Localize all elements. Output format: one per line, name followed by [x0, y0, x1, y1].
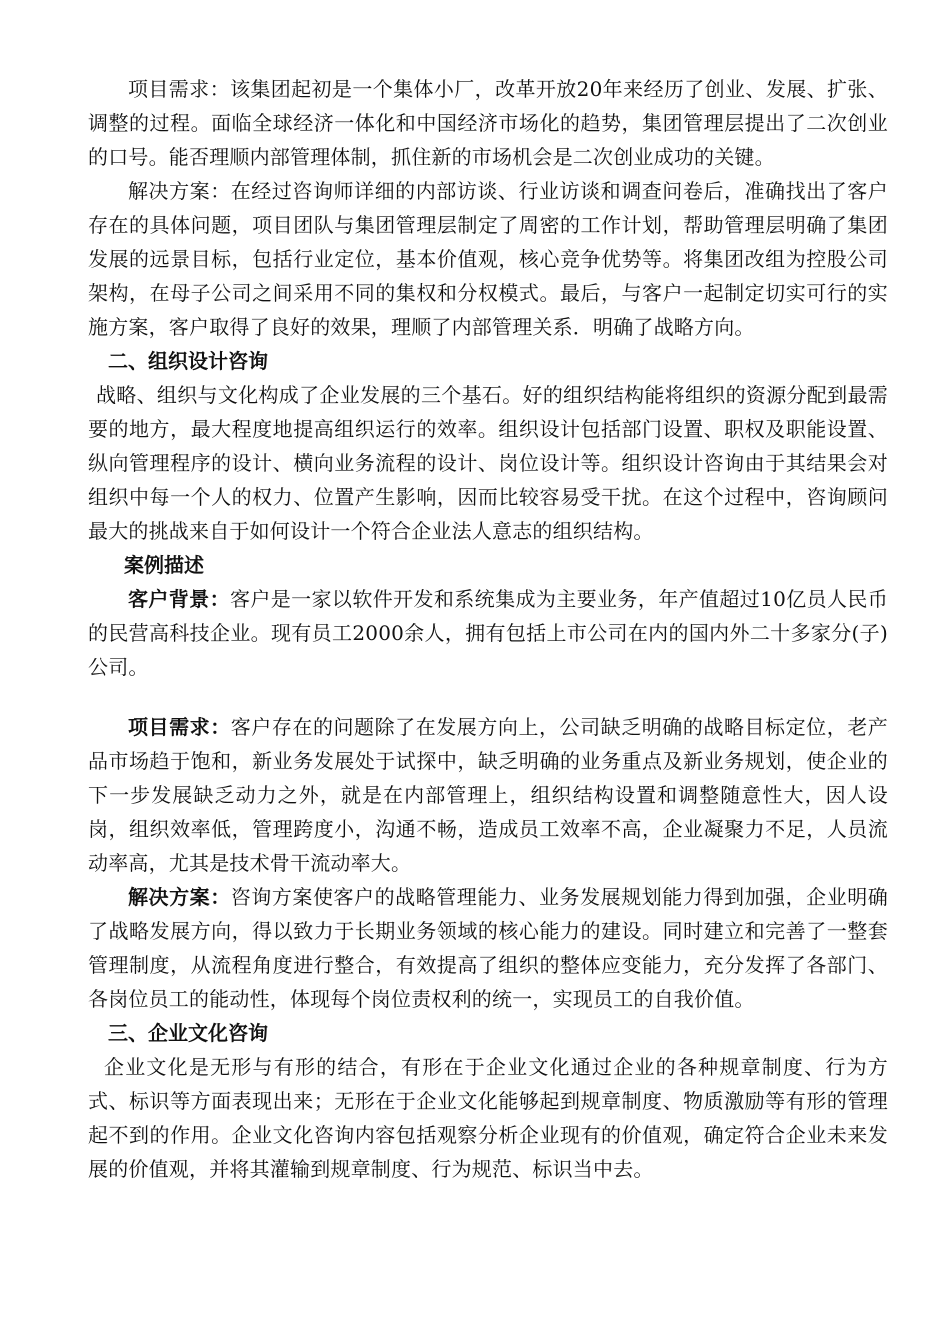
block1-solution-label: 解决方案：: [128, 179, 231, 203]
document-page: [88, 72, 888, 1186]
block1-solution-paragraph: [88, 174, 888, 344]
section2-need-label: 项目需求：: [128, 715, 231, 739]
section3-title: 三、企业文化咨询: [108, 1021, 268, 1045]
case-title: 案例描述: [124, 553, 204, 577]
block1-solution-text: 在经过咨询师详细的内部访谈、行业访谈和调查问卷后，准确找出了客户存在的具体问题，项目团队与集团管理层制定了周密的工作计划，帮助管理层明确了集团发展的远景目标，包括行业定位，基本价值观，核心竞争优势等。将集团改组为控股公司架构，在母子公司之间采用不同的集权和分权模式。最后，与客户一起制定切实可行的实施方案，客户取得了良好的效果，理顺了内部管理关系．明确了战略方向。: [88, 179, 888, 339]
background-paragraph: [88, 582, 888, 684]
background-label: 客户背景：: [128, 587, 230, 611]
section2-solution-label: 解决方案：: [128, 885, 231, 909]
block1-need-paragraph: [88, 72, 888, 174]
section2-solution-paragraph: [88, 880, 888, 1016]
block1-need-label: 项目需求：: [128, 77, 230, 101]
section2-intro: 战略、组织与文化构成了企业发展的三个基石。好的组织结构能将组织的资源分配到最需要的地方，最大程度地提高组织运行的效率。组织设计包括部门设置、职权及职能设置、纵向管理程序的设计、横向业务流程的设计、岗位设计等。组织设计咨询由于其结果会对组织中每一个人的权力、位置产生影响，因而比较容易受干扰。在这个过程中，咨询顾问最大的挑战来自于如何设计一个符合企业法人意志的组织结构。: [88, 383, 888, 543]
block1-need-text: 该集团起初是一个集体小厂，改革开放20年来经历了创业、发展、扩张、调整的过程。面临全球经济一体化和中国经济市场化的趋势，集团管理层提出了二次创业的口号。能否理顺内部管理体制，抓住新的市场机会是二次创业成功的关键。: [88, 77, 888, 169]
section2-title: 二、组织设计咨询: [108, 349, 268, 373]
section2-need-paragraph: [88, 710, 888, 880]
blank-line: [88, 684, 888, 710]
section2-solution-text: 咨询方案使客户的战略管理能力、业务发展规划能力得到加强，企业明确了战略发展方向，得以致力于长期业务领域的核心能力的建设。同时建立和完善了一整套管理制度，从流程角度进行整合，有效提高了组织的整体应变能力，充分发挥了各部门、各岗位员工的能动性，体现每个岗位责权利的统一，实现员工的自我价值。: [88, 885, 888, 1011]
section2-need-text: 客户存在的问题除了在发展方向上，公司缺乏明确的战略目标定位，老产品市场趋于饱和，新业务发展处于试探中，缺乏明确的业务重点及新业务规划，使企业的下一步发展缺乏动力之外，就是在内部管理上，组织结构设置和调整随意性大，因人设岗，组织效率低，管理跨度小，沟通不畅，造成员工效率不高，企业凝聚力不足，人员流动率高，尤其是技术骨干流动率大。: [88, 715, 888, 875]
background-text: 客户是一家以软件开发和系统集成为主要业务，年产值超过10亿员人民币的民营高科技企业。现有员工2000余人，拥有包括上市公司在内的国内外二十多家分(子)公司。: [88, 587, 888, 679]
section3-intro: 企业文化是无形与有形的结合，有形在于企业文化通过企业的各种规章制度、行为方式、标识等方面表现出来；无形在于企业文化能够起到规章制度、物质激励等有形的管理起不到的作用。企业文化咨询内容包括观察分析企业现有的价值观，确定符合企业未来发展的价值观，并将其灌输到规章制度、行为规范、标识当中去。: [88, 1055, 888, 1181]
